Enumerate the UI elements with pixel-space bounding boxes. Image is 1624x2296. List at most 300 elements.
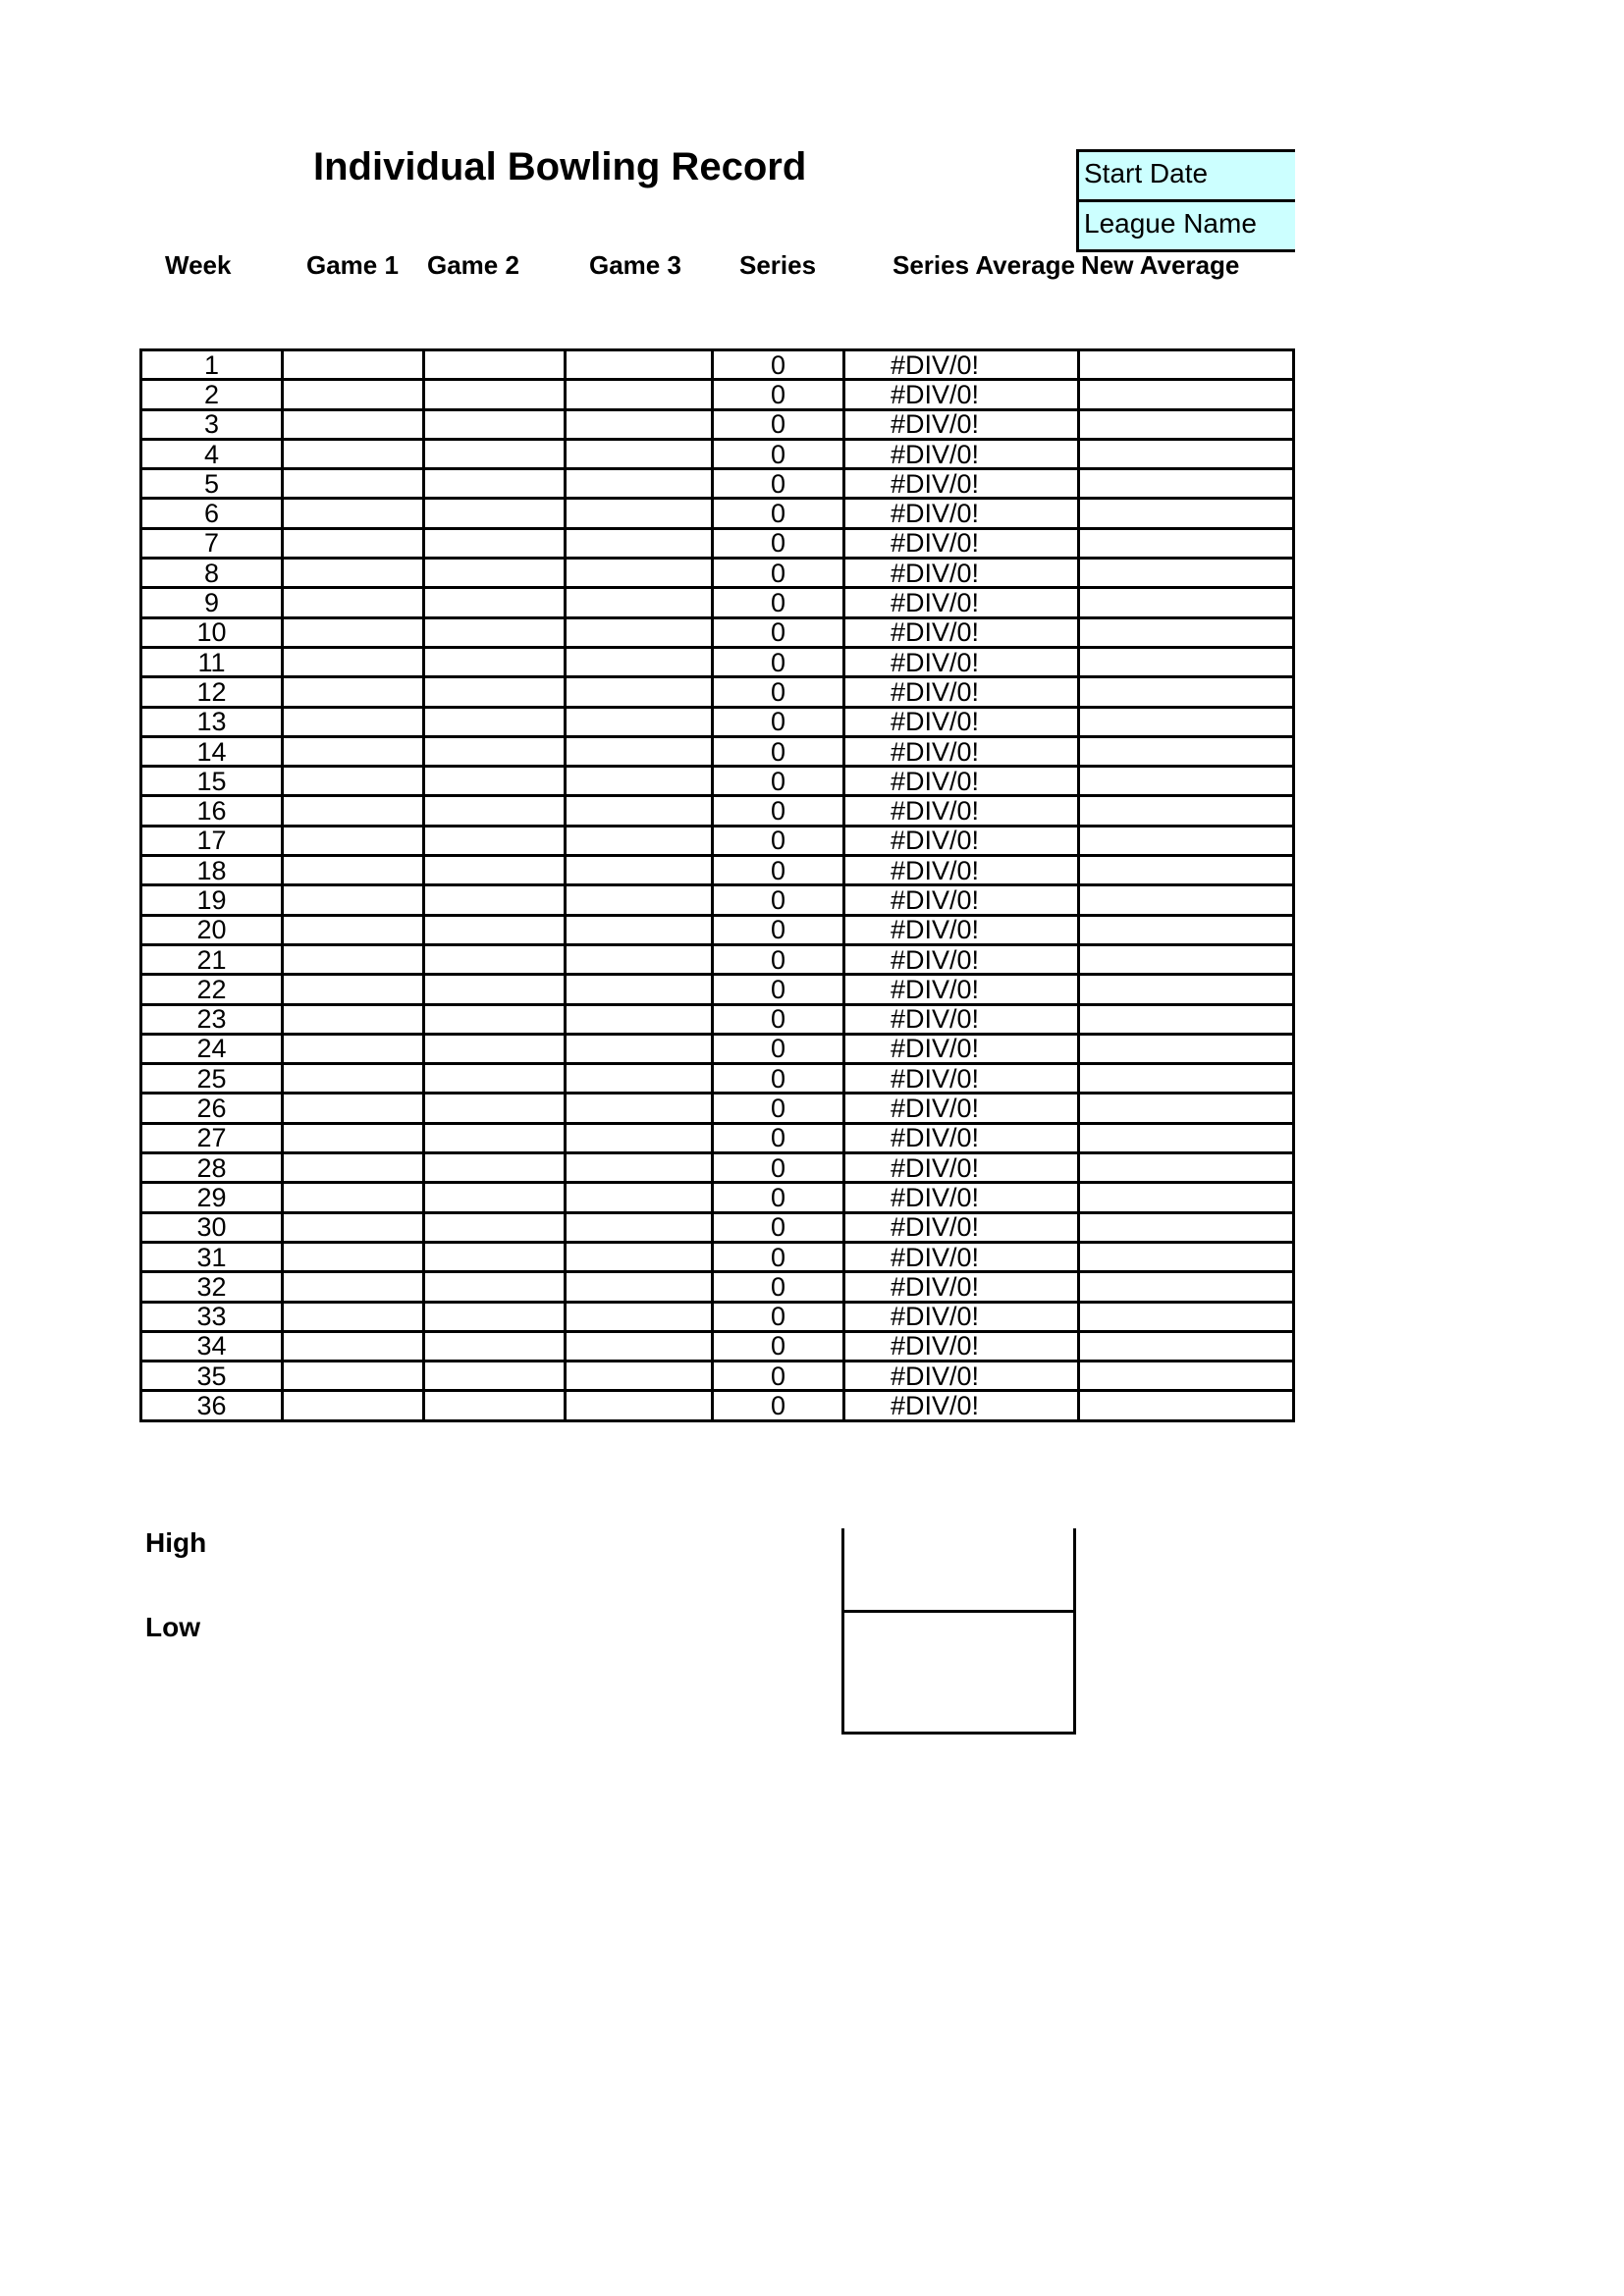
game-1-cell[interactable] bbox=[283, 944, 424, 974]
game-1-cell[interactable] bbox=[283, 1302, 424, 1331]
week-cell[interactable]: 31 bbox=[141, 1242, 283, 1271]
game-1-cell[interactable] bbox=[283, 409, 424, 439]
series-average-cell[interactable]: #DIV/0! bbox=[844, 1272, 1079, 1302]
new-average-cell[interactable] bbox=[1079, 944, 1294, 974]
game-3-cell[interactable] bbox=[566, 856, 713, 885]
table-row bbox=[141, 707, 1294, 736]
series-average-cell[interactable]: #DIV/0! bbox=[844, 1034, 1079, 1063]
bowling-record-table bbox=[139, 348, 1295, 1422]
week-cell[interactable]: 20 bbox=[141, 915, 283, 944]
new-average-cell[interactable] bbox=[1079, 1391, 1294, 1420]
table-row bbox=[141, 1123, 1294, 1152]
series-average-cell[interactable]: #DIV/0! bbox=[844, 915, 1079, 944]
game-3-cell[interactable] bbox=[566, 1004, 713, 1034]
table-row bbox=[141, 796, 1294, 826]
series-cell[interactable]: 0 bbox=[713, 944, 844, 974]
table-row bbox=[141, 380, 1294, 409]
game-3-cell[interactable] bbox=[566, 1362, 713, 1391]
game-2-cell[interactable] bbox=[424, 1183, 566, 1212]
new-average-cell[interactable] bbox=[1079, 1242, 1294, 1271]
game-1-cell[interactable] bbox=[283, 1123, 424, 1152]
new-average-cell[interactable] bbox=[1079, 1004, 1294, 1034]
series-average-cell[interactable]: #DIV/0! bbox=[844, 350, 1079, 380]
series-cell[interactable]: 0 bbox=[713, 1212, 844, 1242]
series-average-cell[interactable]: #DIV/0! bbox=[844, 1064, 1079, 1094]
series-cell[interactable]: 0 bbox=[713, 1272, 844, 1302]
table-row bbox=[141, 1212, 1294, 1242]
info-box bbox=[1076, 149, 1295, 252]
new-average-cell[interactable] bbox=[1079, 915, 1294, 944]
table-row bbox=[141, 1004, 1294, 1034]
game-3-cell[interactable] bbox=[566, 1242, 713, 1271]
game-1-cell[interactable] bbox=[283, 975, 424, 1004]
game-1-cell[interactable] bbox=[283, 796, 424, 826]
series-cell[interactable]: 0 bbox=[713, 796, 844, 826]
series-average-cell[interactable]: #DIV/0! bbox=[844, 469, 1079, 499]
game-2-cell[interactable] bbox=[424, 767, 566, 796]
series-average-cell[interactable]: #DIV/0! bbox=[844, 1362, 1079, 1391]
game-3-cell[interactable] bbox=[566, 1331, 713, 1361]
series-average-cell[interactable]: #DIV/0! bbox=[844, 439, 1079, 468]
new-average-cell[interactable] bbox=[1079, 380, 1294, 409]
table-row bbox=[141, 856, 1294, 885]
week-cell[interactable]: 17 bbox=[141, 826, 283, 855]
game-3-cell[interactable] bbox=[566, 350, 713, 380]
game-1-cell[interactable] bbox=[283, 1362, 424, 1391]
game-1-cell[interactable] bbox=[283, 885, 424, 915]
game-3-cell[interactable] bbox=[566, 1212, 713, 1242]
series-average-cell[interactable]: #DIV/0! bbox=[844, 617, 1079, 647]
week-cell[interactable]: 22 bbox=[141, 975, 283, 1004]
game-3-cell[interactable] bbox=[566, 380, 713, 409]
new-average-cell[interactable] bbox=[1079, 617, 1294, 647]
game-1-cell[interactable] bbox=[283, 856, 424, 885]
week-cell[interactable]: 25 bbox=[141, 1064, 283, 1094]
game-1-cell[interactable] bbox=[283, 1064, 424, 1094]
game-1-cell[interactable] bbox=[283, 736, 424, 766]
game-1-cell[interactable] bbox=[283, 767, 424, 796]
week-cell[interactable]: 2 bbox=[141, 380, 283, 409]
new-average-cell[interactable] bbox=[1079, 528, 1294, 558]
week-cell[interactable]: 30 bbox=[141, 1212, 283, 1242]
header-game-3: Game 3 bbox=[589, 250, 681, 280]
game-1-cell[interactable] bbox=[283, 1094, 424, 1123]
series-average-cell[interactable]: #DIV/0! bbox=[844, 1212, 1079, 1242]
new-average-cell[interactable] bbox=[1079, 707, 1294, 736]
new-average-cell[interactable] bbox=[1079, 439, 1294, 468]
new-average-cell[interactable] bbox=[1079, 1153, 1294, 1183]
game-2-cell[interactable] bbox=[424, 528, 566, 558]
table-row bbox=[141, 1034, 1294, 1063]
game-1-cell[interactable] bbox=[283, 707, 424, 736]
series-average-cell[interactable]: #DIV/0! bbox=[844, 559, 1079, 588]
game-3-cell[interactable] bbox=[566, 796, 713, 826]
series-cell[interactable]: 0 bbox=[713, 1331, 844, 1361]
series-cell[interactable]: 0 bbox=[713, 1123, 844, 1152]
series-cell[interactable]: 0 bbox=[713, 915, 844, 944]
game-3-cell[interactable] bbox=[566, 559, 713, 588]
game-2-cell[interactable] bbox=[424, 469, 566, 499]
game-1-cell[interactable] bbox=[283, 1153, 424, 1183]
game-1-cell[interactable] bbox=[283, 1391, 424, 1420]
game-2-cell[interactable] bbox=[424, 380, 566, 409]
high-label: High bbox=[145, 1527, 207, 1558]
game-3-cell[interactable] bbox=[566, 885, 713, 915]
game-1-cell[interactable] bbox=[283, 469, 424, 499]
game-1-cell[interactable] bbox=[283, 1004, 424, 1034]
game-1-cell[interactable] bbox=[283, 380, 424, 409]
series-cell[interactable]: 0 bbox=[713, 1004, 844, 1034]
series-average-cell[interactable]: #DIV/0! bbox=[844, 528, 1079, 558]
new-average-cell[interactable] bbox=[1079, 647, 1294, 676]
game-3-cell[interactable] bbox=[566, 439, 713, 468]
series-cell[interactable]: 0 bbox=[713, 380, 844, 409]
week-cell[interactable]: 11 bbox=[141, 647, 283, 676]
table-row bbox=[141, 350, 1294, 380]
series-cell[interactable]: 0 bbox=[713, 736, 844, 766]
game-1-cell[interactable] bbox=[283, 1183, 424, 1212]
series-cell[interactable]: 0 bbox=[713, 647, 844, 676]
game-3-cell[interactable] bbox=[566, 736, 713, 766]
series-cell[interactable]: 0 bbox=[713, 1242, 844, 1271]
game-2-cell[interactable] bbox=[424, 499, 566, 528]
series-cell[interactable]: 0 bbox=[713, 767, 844, 796]
series-cell[interactable]: 0 bbox=[713, 1183, 844, 1212]
game-3-cell[interactable] bbox=[566, 1153, 713, 1183]
game-3-cell[interactable] bbox=[566, 409, 713, 439]
page-title: Individual Bowling Record bbox=[313, 145, 807, 188]
new-average-cell[interactable] bbox=[1079, 767, 1294, 796]
week-cell[interactable]: 35 bbox=[141, 1362, 283, 1391]
series-cell[interactable]: 0 bbox=[713, 856, 844, 885]
header-series-average: Series Average bbox=[893, 250, 1075, 280]
series-cell[interactable]: 0 bbox=[713, 826, 844, 855]
game-2-cell[interactable] bbox=[424, 1242, 566, 1271]
series-average-cell[interactable]: #DIV/0! bbox=[844, 767, 1079, 796]
table-row bbox=[141, 1302, 1294, 1331]
week-cell[interactable]: 9 bbox=[141, 588, 283, 617]
series-cell[interactable]: 0 bbox=[713, 975, 844, 1004]
table-row bbox=[141, 1331, 1294, 1361]
week-cell[interactable]: 12 bbox=[141, 677, 283, 707]
series-average-cell[interactable]: #DIV/0! bbox=[844, 1302, 1079, 1331]
week-cell[interactable]: 10 bbox=[141, 617, 283, 647]
new-average-cell[interactable] bbox=[1079, 1331, 1294, 1361]
week-cell[interactable]: 24 bbox=[141, 1034, 283, 1063]
series-cell[interactable]: 0 bbox=[713, 409, 844, 439]
series-cell[interactable]: 0 bbox=[713, 1064, 844, 1094]
game-2-cell[interactable] bbox=[424, 856, 566, 885]
week-cell[interactable]: 14 bbox=[141, 736, 283, 766]
series-cell[interactable]: 0 bbox=[713, 528, 844, 558]
series-average-cell[interactable]: #DIV/0! bbox=[844, 1094, 1079, 1123]
series-average-cell[interactable]: #DIV/0! bbox=[844, 707, 1079, 736]
game-2-cell[interactable] bbox=[424, 915, 566, 944]
new-average-cell[interactable] bbox=[1079, 409, 1294, 439]
series-cell[interactable]: 0 bbox=[713, 677, 844, 707]
week-cell[interactable]: 34 bbox=[141, 1331, 283, 1361]
series-cell[interactable]: 0 bbox=[713, 1153, 844, 1183]
series-average-cell[interactable]: #DIV/0! bbox=[844, 885, 1079, 915]
game-3-cell[interactable] bbox=[566, 707, 713, 736]
series-average-cell[interactable]: #DIV/0! bbox=[844, 736, 1079, 766]
game-1-cell[interactable] bbox=[283, 588, 424, 617]
week-cell[interactable]: 23 bbox=[141, 1004, 283, 1034]
game-2-cell[interactable] bbox=[424, 350, 566, 380]
game-1-cell[interactable] bbox=[283, 647, 424, 676]
game-3-cell[interactable] bbox=[566, 975, 713, 1004]
game-3-cell[interactable] bbox=[566, 1094, 713, 1123]
game-3-cell[interactable] bbox=[566, 617, 713, 647]
table-row bbox=[141, 499, 1294, 528]
series-cell[interactable]: 0 bbox=[713, 469, 844, 499]
low-value-cell[interactable] bbox=[841, 1613, 1076, 1735]
week-cell[interactable]: 4 bbox=[141, 439, 283, 468]
header-game-1: Game 1 bbox=[306, 250, 399, 280]
week-cell[interactable]: 33 bbox=[141, 1302, 283, 1331]
series-average-cell[interactable]: #DIV/0! bbox=[844, 856, 1079, 885]
game-1-cell[interactable] bbox=[283, 499, 424, 528]
new-average-cell[interactable] bbox=[1079, 1094, 1294, 1123]
week-cell[interactable]: 28 bbox=[141, 1153, 283, 1183]
week-cell[interactable]: 19 bbox=[141, 885, 283, 915]
high-value-cell[interactable] bbox=[841, 1528, 1076, 1613]
new-average-cell[interactable] bbox=[1079, 1272, 1294, 1302]
week-cell[interactable]: 29 bbox=[141, 1183, 283, 1212]
series-cell[interactable]: 0 bbox=[713, 885, 844, 915]
series-average-cell[interactable]: #DIV/0! bbox=[844, 944, 1079, 974]
new-average-cell[interactable] bbox=[1079, 588, 1294, 617]
series-cell[interactable]: 0 bbox=[713, 617, 844, 647]
series-cell[interactable]: 0 bbox=[713, 707, 844, 736]
game-1-cell[interactable] bbox=[283, 1272, 424, 1302]
game-3-cell[interactable] bbox=[566, 1064, 713, 1094]
game-2-cell[interactable] bbox=[424, 944, 566, 974]
game-1-cell[interactable] bbox=[283, 1212, 424, 1242]
game-2-cell[interactable] bbox=[424, 885, 566, 915]
table-row bbox=[141, 826, 1294, 855]
week-cell[interactable]: 18 bbox=[141, 856, 283, 885]
week-cell[interactable]: 36 bbox=[141, 1391, 283, 1420]
week-cell[interactable]: 15 bbox=[141, 767, 283, 796]
table-row bbox=[141, 1391, 1294, 1420]
table-row bbox=[141, 767, 1294, 796]
new-average-cell[interactable] bbox=[1079, 499, 1294, 528]
series-cell[interactable]: 0 bbox=[713, 1391, 844, 1420]
week-cell[interactable]: 26 bbox=[141, 1094, 283, 1123]
series-average-cell[interactable]: #DIV/0! bbox=[844, 1004, 1079, 1034]
series-average-cell[interactable]: #DIV/0! bbox=[844, 409, 1079, 439]
new-average-cell[interactable] bbox=[1079, 677, 1294, 707]
game-2-cell[interactable] bbox=[424, 975, 566, 1004]
game-1-cell[interactable] bbox=[283, 528, 424, 558]
week-cell[interactable]: 8 bbox=[141, 559, 283, 588]
series-average-cell[interactable]: #DIV/0! bbox=[844, 677, 1079, 707]
game-2-cell[interactable] bbox=[424, 826, 566, 855]
series-cell[interactable]: 0 bbox=[713, 439, 844, 468]
table-row bbox=[141, 617, 1294, 647]
game-2-cell[interactable] bbox=[424, 588, 566, 617]
table-row bbox=[141, 1064, 1294, 1094]
week-cell[interactable]: 27 bbox=[141, 1123, 283, 1152]
series-average-cell[interactable]: #DIV/0! bbox=[844, 1123, 1079, 1152]
table-row bbox=[141, 588, 1294, 617]
game-2-cell[interactable] bbox=[424, 707, 566, 736]
table-row bbox=[141, 647, 1294, 676]
game-2-cell[interactable] bbox=[424, 409, 566, 439]
week-cell[interactable]: 21 bbox=[141, 944, 283, 974]
game-3-cell[interactable] bbox=[566, 647, 713, 676]
week-cell[interactable]: 32 bbox=[141, 1272, 283, 1302]
series-average-cell[interactable]: #DIV/0! bbox=[844, 588, 1079, 617]
game-2-cell[interactable] bbox=[424, 1212, 566, 1242]
game-2-cell[interactable] bbox=[424, 439, 566, 468]
new-average-cell[interactable] bbox=[1079, 796, 1294, 826]
game-1-cell[interactable] bbox=[283, 617, 424, 647]
series-average-cell[interactable]: #DIV/0! bbox=[844, 1331, 1079, 1361]
week-cell[interactable]: 7 bbox=[141, 528, 283, 558]
start-date-field[interactable]: Start Date bbox=[1079, 152, 1295, 202]
game-2-cell[interactable] bbox=[424, 736, 566, 766]
game-1-cell[interactable] bbox=[283, 1034, 424, 1063]
game-3-cell[interactable] bbox=[566, 1302, 713, 1331]
league-name-field[interactable]: League Name bbox=[1079, 202, 1295, 252]
header-game-2: Game 2 bbox=[427, 250, 519, 280]
table-row bbox=[141, 975, 1294, 1004]
new-average-cell[interactable] bbox=[1079, 350, 1294, 380]
table-row bbox=[141, 1272, 1294, 1302]
series-average-cell[interactable]: #DIV/0! bbox=[844, 380, 1079, 409]
header-new-average: New Average bbox=[1081, 250, 1240, 280]
game-3-cell[interactable] bbox=[566, 469, 713, 499]
game-1-cell[interactable] bbox=[283, 826, 424, 855]
series-average-cell[interactable]: #DIV/0! bbox=[844, 1183, 1079, 1212]
new-average-cell[interactable] bbox=[1079, 559, 1294, 588]
game-2-cell[interactable] bbox=[424, 1362, 566, 1391]
game-3-cell[interactable] bbox=[566, 944, 713, 974]
new-average-cell[interactable] bbox=[1079, 736, 1294, 766]
header-series: Series bbox=[739, 250, 817, 280]
table-row bbox=[141, 1362, 1294, 1391]
game-1-cell[interactable] bbox=[283, 677, 424, 707]
table-row bbox=[141, 944, 1294, 974]
game-2-cell[interactable] bbox=[424, 1153, 566, 1183]
series-cell[interactable]: 0 bbox=[713, 350, 844, 380]
game-2-cell[interactable] bbox=[424, 1391, 566, 1420]
week-cell[interactable]: 3 bbox=[141, 409, 283, 439]
series-cell[interactable]: 0 bbox=[713, 1094, 844, 1123]
game-1-cell[interactable] bbox=[283, 350, 424, 380]
header-week: Week bbox=[165, 250, 232, 280]
series-cell[interactable]: 0 bbox=[713, 588, 844, 617]
series-average-cell[interactable]: #DIV/0! bbox=[844, 975, 1079, 1004]
game-1-cell[interactable] bbox=[283, 439, 424, 468]
new-average-cell[interactable] bbox=[1079, 469, 1294, 499]
game-2-cell[interactable] bbox=[424, 559, 566, 588]
game-2-cell[interactable] bbox=[424, 677, 566, 707]
low-label: Low bbox=[145, 1612, 200, 1642]
game-3-cell[interactable] bbox=[566, 1391, 713, 1420]
week-cell[interactable]: 1 bbox=[141, 350, 283, 380]
game-3-cell[interactable] bbox=[566, 1183, 713, 1212]
new-average-cell[interactable] bbox=[1079, 826, 1294, 855]
game-3-cell[interactable] bbox=[566, 499, 713, 528]
game-3-cell[interactable] bbox=[566, 1123, 713, 1152]
game-2-cell[interactable] bbox=[424, 647, 566, 676]
game-3-cell[interactable] bbox=[566, 528, 713, 558]
game-3-cell[interactable] bbox=[566, 826, 713, 855]
new-average-cell[interactable] bbox=[1079, 975, 1294, 1004]
game-3-cell[interactable] bbox=[566, 1034, 713, 1063]
game-3-cell[interactable] bbox=[566, 1272, 713, 1302]
game-3-cell[interactable] bbox=[566, 588, 713, 617]
table-row bbox=[141, 409, 1294, 439]
new-average-cell[interactable] bbox=[1079, 1123, 1294, 1152]
game-2-cell[interactable] bbox=[424, 1004, 566, 1034]
game-2-cell[interactable] bbox=[424, 617, 566, 647]
series-cell[interactable]: 0 bbox=[713, 499, 844, 528]
table-row bbox=[141, 1094, 1294, 1123]
series-average-cell[interactable]: #DIV/0! bbox=[844, 796, 1079, 826]
game-1-cell[interactable] bbox=[283, 1331, 424, 1361]
table-row bbox=[141, 1153, 1294, 1183]
series-average-cell[interactable]: #DIV/0! bbox=[844, 647, 1079, 676]
series-average-cell[interactable]: #DIV/0! bbox=[844, 1153, 1079, 1183]
series-average-cell[interactable]: #DIV/0! bbox=[844, 1242, 1079, 1271]
week-cell[interactable]: 16 bbox=[141, 796, 283, 826]
week-cell[interactable]: 13 bbox=[141, 707, 283, 736]
new-average-cell[interactable] bbox=[1079, 1183, 1294, 1212]
game-1-cell[interactable] bbox=[283, 1242, 424, 1271]
series-cell[interactable]: 0 bbox=[713, 1302, 844, 1331]
game-2-cell[interactable] bbox=[424, 1302, 566, 1331]
game-3-cell[interactable] bbox=[566, 767, 713, 796]
new-average-cell[interactable] bbox=[1079, 885, 1294, 915]
table-row bbox=[141, 559, 1294, 588]
game-3-cell[interactable] bbox=[566, 915, 713, 944]
table-row bbox=[141, 528, 1294, 558]
series-average-cell[interactable]: #DIV/0! bbox=[844, 1391, 1079, 1420]
game-1-cell[interactable] bbox=[283, 559, 424, 588]
new-average-cell[interactable] bbox=[1079, 1034, 1294, 1063]
table-row bbox=[141, 885, 1294, 915]
series-cell[interactable]: 0 bbox=[713, 1362, 844, 1391]
table-row bbox=[141, 1183, 1294, 1212]
game-2-cell[interactable] bbox=[424, 1123, 566, 1152]
series-average-cell[interactable]: #DIV/0! bbox=[844, 499, 1079, 528]
new-average-cell[interactable] bbox=[1079, 1212, 1294, 1242]
game-1-cell[interactable] bbox=[283, 915, 424, 944]
game-2-cell[interactable] bbox=[424, 1272, 566, 1302]
week-cell[interactable]: 5 bbox=[141, 469, 283, 499]
table-row bbox=[141, 469, 1294, 499]
new-average-cell[interactable] bbox=[1079, 856, 1294, 885]
series-cell[interactable]: 0 bbox=[713, 1034, 844, 1063]
game-2-cell[interactable] bbox=[424, 1331, 566, 1361]
new-average-cell[interactable] bbox=[1079, 1302, 1294, 1331]
table-row bbox=[141, 1242, 1294, 1271]
week-cell[interactable]: 6 bbox=[141, 499, 283, 528]
series-cell[interactable]: 0 bbox=[713, 559, 844, 588]
series-average-cell[interactable]: #DIV/0! bbox=[844, 826, 1079, 855]
game-3-cell[interactable] bbox=[566, 677, 713, 707]
new-average-cell[interactable] bbox=[1079, 1362, 1294, 1391]
game-2-cell[interactable] bbox=[424, 1094, 566, 1123]
game-2-cell[interactable] bbox=[424, 1034, 566, 1063]
game-2-cell[interactable] bbox=[424, 796, 566, 826]
new-average-cell[interactable] bbox=[1079, 1064, 1294, 1094]
game-2-cell[interactable] bbox=[424, 1064, 566, 1094]
